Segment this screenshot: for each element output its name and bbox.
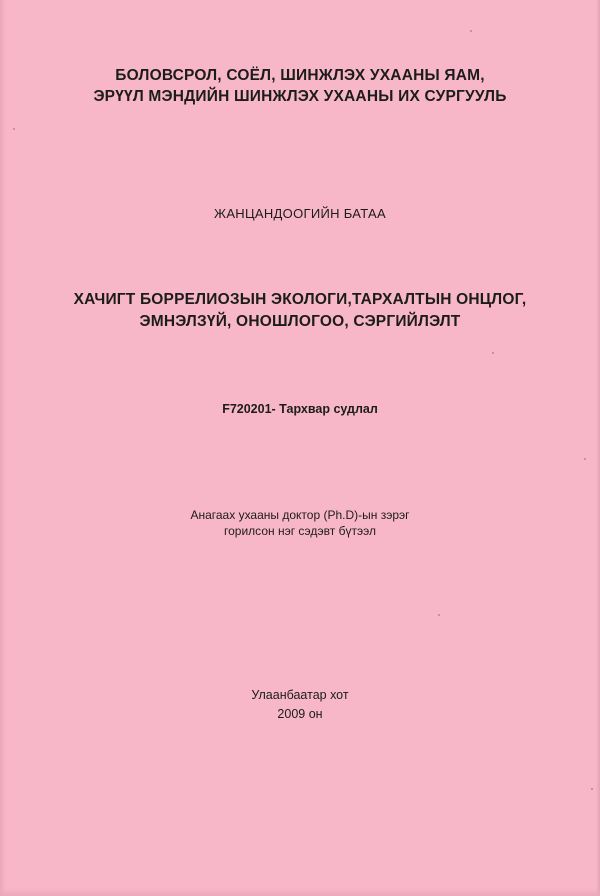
scan-speck: [591, 788, 593, 790]
scan-speck: [470, 30, 472, 32]
scan-speck: [492, 352, 494, 354]
thesis-title-line-2: ЭМНЭЛЗҮЙ, ОНОШЛОГОО, СЭРГИЙЛЭЛТ: [139, 313, 461, 330]
institution-line-1: БОЛОВСРОЛ, СОЁЛ, ШИНЖЛЭХ УХААНЫ ЯАМ,: [115, 67, 485, 84]
cover-edge-bottom: [0, 888, 600, 896]
specialty-code: F720201- Тархвар судлал: [222, 402, 378, 416]
cover-edge-right: [596, 0, 600, 896]
institution-line-2: ЭРҮҮЛ МЭНДИЙН ШИНЖЛЭХ УХААНЫ ИХ СУРГУУЛЬ: [93, 88, 507, 105]
thesis-title-line-1: ХАЧИГТ БОРРЕЛИОЗЫН ЭКОЛОГИ,ТАРХАЛТЫН ОНЦЛОГ,: [73, 291, 527, 308]
scan-speck: [584, 458, 586, 460]
scan-speck: [13, 128, 15, 130]
scan-speck: [438, 614, 440, 616]
degree-line-2: горилсон нэг сэдэвт бүтээл: [224, 524, 376, 538]
author-name: ЖАНЦАНДООГИЙН БАТАА: [214, 206, 386, 221]
degree-line-1: Анагаах ухааны доктор (Ph.D)-ын зэрэг: [190, 508, 410, 522]
place-city: Улаанбаатар хот: [251, 688, 349, 702]
place-year: 2009 он: [277, 707, 323, 721]
cover-edge-left: [0, 0, 6, 896]
